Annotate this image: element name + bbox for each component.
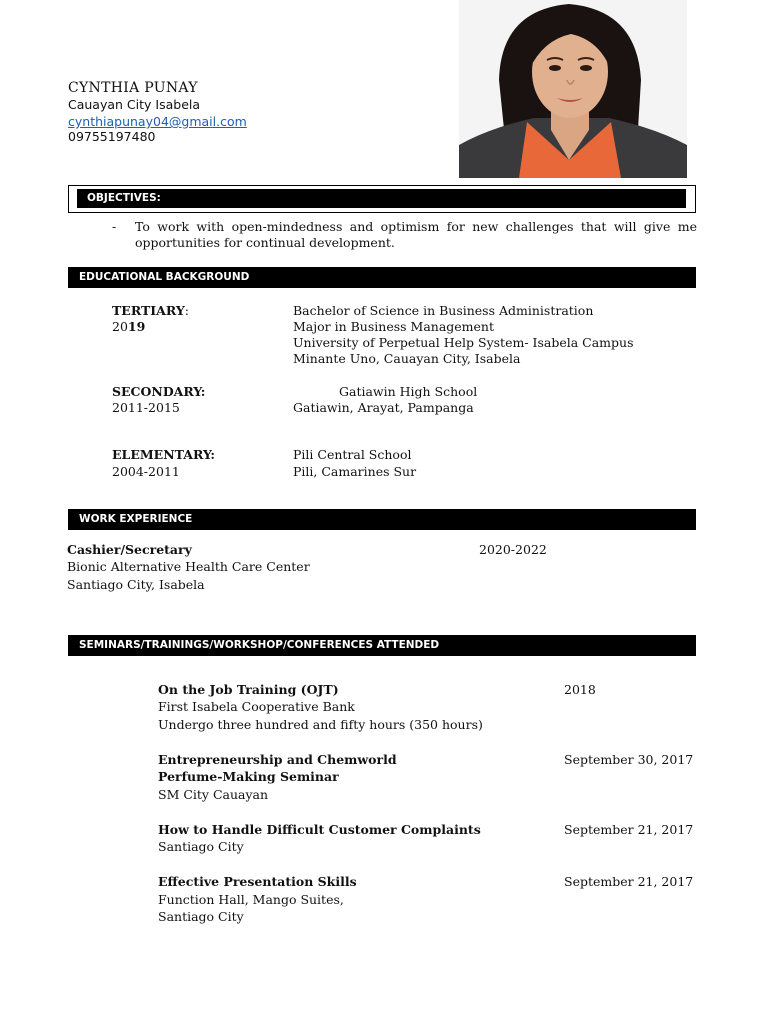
tertiary-label: TERTIARY: — [112, 303, 189, 318]
work-company: Bionic Alternative Health Care Center — [67, 559, 310, 574]
seminar-title: Entrepreneurship and Chemworld — [158, 752, 397, 767]
seminar-date: September 30, 2017 — [564, 752, 694, 767]
work-location: Santiago City, Isabela — [67, 577, 205, 592]
seminar-title: Effective Presentation Skills — [158, 874, 357, 889]
seminars-heading: SEMINARS/TRAININGS/WORKSHOP/CONFERENCES ATTENDED — [68, 635, 696, 656]
elementary-years: 2004-2011 — [112, 464, 180, 479]
address-text: Cauayan City Isabela — [68, 97, 201, 112]
work-heading: WORK EXPERIENCE — [68, 509, 696, 530]
secondary-years: 2011-2015 — [112, 400, 180, 415]
education-heading: EDUCATIONAL BACKGROUND — [68, 267, 696, 288]
seminar-detail: Function Hall, Mango Suites, — [158, 892, 344, 907]
secondary-label: SECONDARY: — [112, 384, 206, 399]
tertiary-major: Major in Business Management — [293, 319, 495, 334]
seminar-title: How to Handle Difficult Customer Complaints — [158, 822, 481, 837]
seminar-detail: Undergo three hundred and fifty hours (350 hours) — [158, 717, 483, 732]
seminar-detail: SM City Cauayan — [158, 787, 269, 802]
tertiary-address: Minante Uno, Cauayan City, Isabela — [293, 351, 521, 366]
seminar-title-continued: Perfume-Making Seminar — [158, 769, 339, 784]
objective-bullet: - — [112, 219, 117, 234]
elementary-address: Pili, Camarines Sur — [293, 464, 417, 479]
objective-text: To work with open-mindedness and optimism for new challenges that will give me opportunities for continual development. — [135, 219, 697, 250]
tertiary-degree: Bachelor of Science in Business Administration — [293, 303, 594, 318]
elementary-label: ELEMENTARY: — [112, 447, 215, 462]
phone-text: 09755197480 — [68, 129, 156, 144]
secondary-school: Gatiawin High School — [339, 384, 478, 399]
profile-photo — [459, 0, 687, 178]
applicant-name: CYNTHIA PUNAY — [68, 80, 198, 96]
elementary-school: Pili Central School — [293, 447, 412, 462]
seminar-date: September 21, 2017 — [564, 822, 694, 837]
objectives-heading: OBJECTIVES: — [77, 189, 686, 208]
seminar-detail: Santiago City — [158, 909, 244, 924]
tertiary-school: University of Perpetual Help System- Isabela Campus — [293, 335, 634, 350]
email-link[interactable]: cynthiapunay04@gmail.com — [68, 114, 247, 129]
seminar-detail: First Isabela Cooperative Bank — [158, 699, 355, 714]
seminar-date: September 21, 2017 — [564, 874, 694, 889]
work-years: 2020-2022 — [479, 542, 547, 557]
work-position: Cashier/Secretary — [67, 542, 192, 557]
secondary-address: Gatiawin, Arayat, Pampanga — [293, 400, 474, 415]
seminar-date: 2018 — [564, 682, 596, 697]
seminar-title: On the Job Training (OJT) — [158, 682, 339, 697]
seminar-detail: Santiago City — [158, 839, 244, 854]
tertiary-year: 2019 — [112, 319, 146, 334]
